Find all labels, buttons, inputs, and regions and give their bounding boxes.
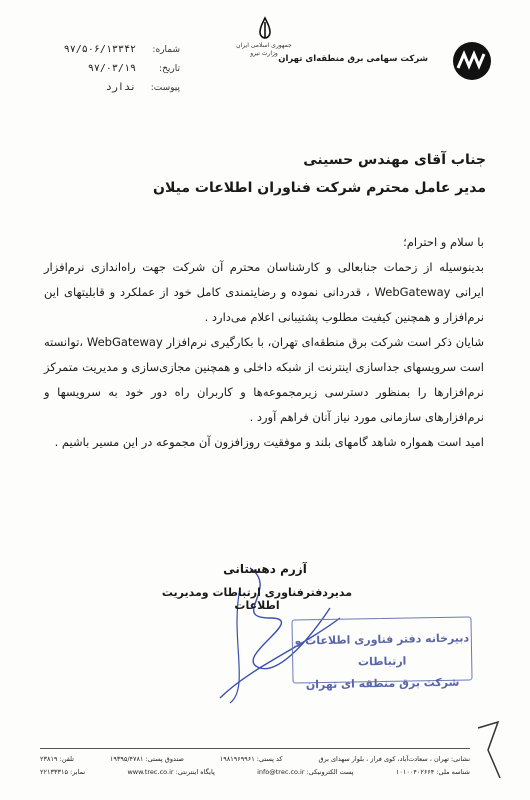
letter-body — [44, 230, 484, 455]
company-logo-icon — [432, 40, 494, 82]
footer — [40, 752, 470, 778]
footer-fax: نمابر: ۲۲۱۳۳۳۱۵ — [40, 767, 86, 776]
meta-number — [50, 40, 180, 59]
footer-postal-code: کد پستی: ۱۹۸۱۹۶۹۹۶۱ — [219, 754, 283, 763]
stamp-line-2: شرکت برق منطقه ای تهران — [305, 675, 460, 692]
recipient-name: جناب آقای مهندس حسینی — [303, 152, 486, 168]
meta-value: ۹۷/۵۰۶/۱۳۳۴۲ — [63, 44, 136, 55]
gov-line-1: جمهوری اسلامی ایران — [236, 42, 292, 49]
footer-po-box: صندوق پستی: ۱۹۳۹۵/۴۷۸۱ — [109, 754, 184, 763]
national-emblem-icon — [254, 16, 276, 40]
footer-mark-icon — [474, 720, 504, 780]
meta-value: ندارد — [105, 82, 136, 93]
gov-line-2: وزارت نیرو — [250, 50, 278, 57]
company-name: شرکت سهامی برق منطقه‌ای تهران — [278, 54, 428, 64]
signatory-title: مدیردفترفناوری ارتباطات ومدیریت اطلاعات — [161, 586, 353, 612]
recipient-block — [66, 146, 486, 202]
meta-date — [50, 59, 180, 78]
meta-label: تاریخ: — [159, 63, 180, 74]
letter-meta — [50, 40, 180, 97]
stamp-line-1: دبیرخانه دفتر فناوری اطلاعات و ارتباطات — [294, 631, 470, 669]
paragraph-2: شایان ذکر است شرکت برق منطقه‌ای تهران، با بکارگیری نرم‌افزار WebGateway ،توانسته است سرویسهای جداسازی اینترنت از شبکه داخلی و همچنین مجازی‌سازی و مدیریت متمرکز نرم‌افزارها را بمنظور دسترسی زیرمجموعه‌ها و کاربران راه دور خود به سرویسها و نرم‌افزارهای سازمانی مورد نیاز آنان فراهم آورد . — [44, 335, 484, 424]
meta-label: پیوست: — [150, 82, 180, 93]
paragraph-3: امید است همواره شاهد گامهای بلند و موفقیت روزافزون آن مجموعه در این مسیر باشیم . — [54, 435, 484, 449]
signatory-name: آزرم دهستانی — [223, 562, 307, 576]
paragraph-1: بدینوسیله از زحمات جنابعالی و کارشناسان محترم آن شرکت جهت راه‌اندازی نرم‌افزار ایرانی WebGateway ، قدردانی نموده و رضایتمندی کامل خود از عملکرد و قابلیتهای این نرم‌افزار و همچنین کیفیت مطلوب پشتیبانی اعلام می‌دارد . — [44, 260, 484, 324]
footer-row-1 — [40, 752, 470, 765]
footer-row-2 — [40, 765, 470, 778]
meta-attachment — [50, 78, 180, 97]
footer-website: پایگاه اینترنتی: www.trec.co.ir — [127, 767, 215, 776]
meta-label: شماره: — [152, 44, 180, 55]
recipient-title: مدیر عامل محترم شرکت فناوران اطلاعات میلان — [153, 180, 486, 196]
footer-email: پست الکترونیکی: info@trec.co.ir — [257, 767, 354, 776]
footer-phone: تلفن: ۲۳۸۱۹ — [40, 754, 74, 763]
footer-address: نشانی: تهران ، سعادت‌آباد، کوی فراز ، بلوار سهدای برق — [318, 754, 470, 763]
greeting: با سلام و احترام؛ — [403, 235, 484, 249]
office-stamp — [291, 616, 472, 692]
government-text — [232, 42, 296, 58]
footer-divider — [40, 748, 470, 749]
meta-value: ۹۷/۰۳/۱۹ — [87, 63, 136, 74]
footer-national-id: شناسه ملی: ۱۰۱۰۰۴۰۲۶۶۴ — [395, 767, 470, 776]
